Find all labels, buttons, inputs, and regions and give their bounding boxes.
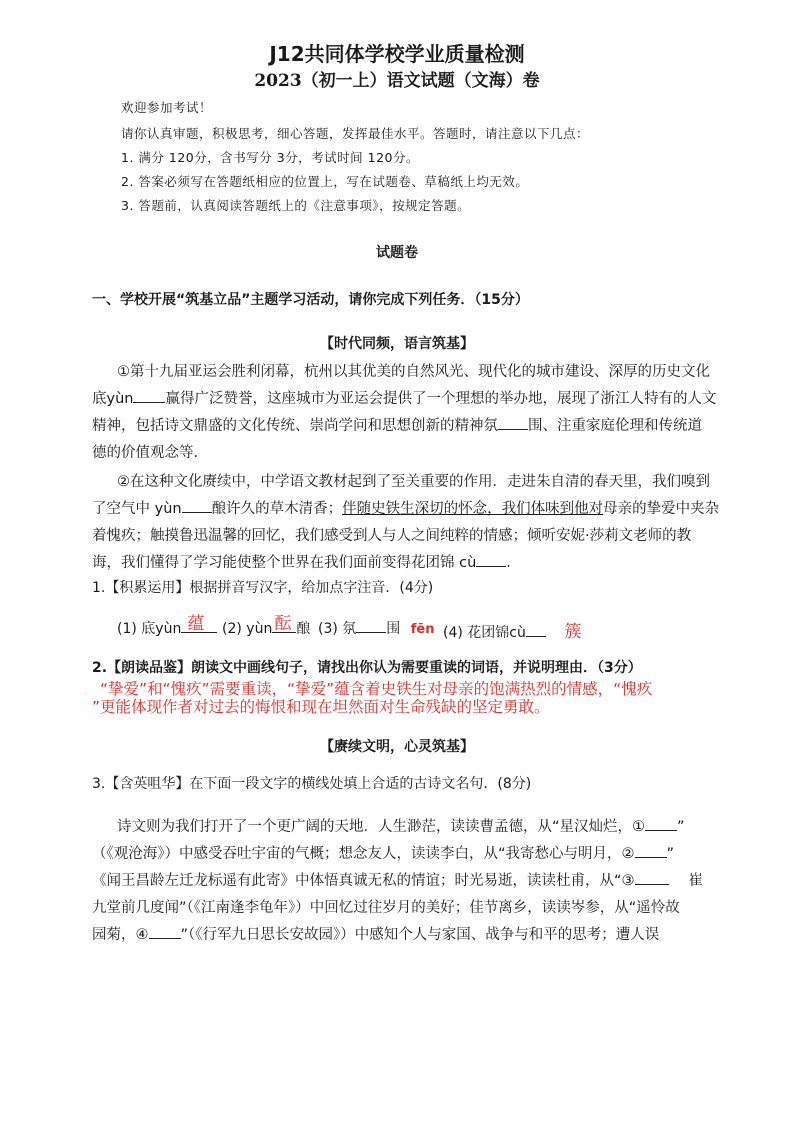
para2-line3: 着愧疚；触摸鲁迅温馨的回忆，我们感受到人与人之间纯粹的情感；倾听安妮·莎莉文老师的教: [92, 528, 692, 544]
para1-line1: ①第十九届亚运会胜利闭幕，杭州以其优美的自然风光、现代化的城市建设、深厚的历史文化: [117, 364, 710, 380]
blank-cu: [476, 551, 506, 567]
q3-line4: 九堂前几度闻”（《江南逢李龟年》）中回忆过往岁月的美好；佳节离乡，读读岑参，从“遥怜故: [92, 900, 680, 916]
section2-title: 【赓续文明，心灵筑基】: [320, 739, 474, 755]
exam-title: J12共同体学校学业质量检测: [269, 42, 525, 66]
paper-label: 试题卷: [376, 245, 418, 261]
q2-answer-line2: ”更能体现作者对过去的悔恨和现在坦然面对生命残缺的坚定勇敢。: [92, 698, 550, 716]
q3-line2: （《观沧海》）中感受吞吐宇宙的气概；想念友人，读读李白，从“我寄愁心与明月，② ”: [92, 842, 674, 863]
q1-answer-1: 蕴: [187, 614, 205, 634]
q1-item-2: (2) yùn 酝 酿: [222, 617, 310, 638]
para2-line1: ②在这种文化赓续中，中学语文教材起到了至关重要的作用．走进朱自清的春天里，我们嗅到: [117, 474, 710, 490]
q2-answer-line1: “挚爱”和“愧疚”需要重读，“挚爱”蕴含着史铁生对母亲的饱满热烈的情感，“愧疚: [100, 680, 653, 698]
q2-stem: 2.【朗读品鉴】朗读文中画线句子，请找出你认为需要重读的词语，并说明理由．（3分）: [92, 660, 642, 676]
blank-yun1: [133, 387, 165, 403]
q1-item-3: (3) 氛 围 fēn: [318, 617, 434, 638]
notice-intro: 请你认真审题，积极思考，细心答题，发挥最佳水平。答题时，请注意以下几点：: [121, 126, 590, 141]
para1-line2: 底yùn 赢得广泛赞誉，这座城市为亚运会提供了一个理想的举办地，展现了浙江人特有的人文: [92, 387, 716, 408]
para2-line4: 诲，我们懂得了学习能使整个世界在我们面前变得花团锦 cù ．: [92, 551, 521, 572]
q3-line3: 《闻王昌龄左迁龙标遥有此寄》中体悟真诚无私的情谊；时光易逝，读读杜甫，从“③ 崔: [92, 869, 703, 890]
section1-title: 【时代同频，语言筑基】: [320, 336, 474, 352]
notice-item-2: 2. 答案必须写在答题纸相应的位置上，写在试题卷、草稿纸上均无效。: [121, 174, 529, 189]
notice-item-3: 3. 答题前，认真阅读答题纸上的《注意事项》，按规定答题。: [121, 198, 471, 213]
blank-yun2: [182, 497, 212, 513]
q1-item-1: (1) 底yùn 蕴: [117, 617, 217, 638]
q1-answer-2: 酝: [274, 614, 292, 634]
para1-line3: 精神，包括诗文鼎盛的文化传统、崇尚学问和思想创新的精神氛 围、注重家庭伦理和传统道: [92, 414, 702, 435]
notice-item-1: 1. 满分 120分，含书写分 3分，考试时间 120分。: [121, 150, 419, 165]
q1-answer-4: 簇: [564, 622, 582, 642]
q1-answer-3: fēn: [410, 622, 435, 637]
part1-heading: 一、学校开展“筑基立品”主题学习活动，请你完成下列任务．（15分）: [92, 292, 529, 308]
q1-item-4: (4) 花团锦cù 簇: [443, 622, 582, 642]
blank-fen: [498, 414, 528, 430]
para1-line4: 德的价值观念等．: [92, 445, 208, 461]
underlined-sentence: 伴随史铁生深切的怀念，我们体味到他对: [342, 501, 604, 517]
para2-line2: 了空气中 yùn 酿许久的草木清香；伴随史铁生深切的怀念，我们体味到他对母亲的挚爱中夹杂: [92, 497, 719, 518]
q3-line5: 园菊，④ ”（《行军九日思长安故园》）中感知个人与家国、战争与和平的思考；遭人误: [92, 923, 659, 944]
notice-greeting: 欢迎参加考试！: [121, 100, 213, 115]
q3-stem: 3.【含英咀华】在下面一段文字的横线处填上合适的古诗文名句．(8分): [92, 776, 532, 792]
q3-line1: 诗文则为我们打开了一个更广阔的天地．人生渺茫，读读曹孟德，从“星汉灿烂，① ”: [117, 815, 685, 836]
exam-subtitle: 2023（初一上）语文试题（文海）卷: [254, 71, 540, 91]
q1-stem: 1.【积累运用】根据拼音写汉字，给加点字注音．(4分): [92, 580, 434, 596]
